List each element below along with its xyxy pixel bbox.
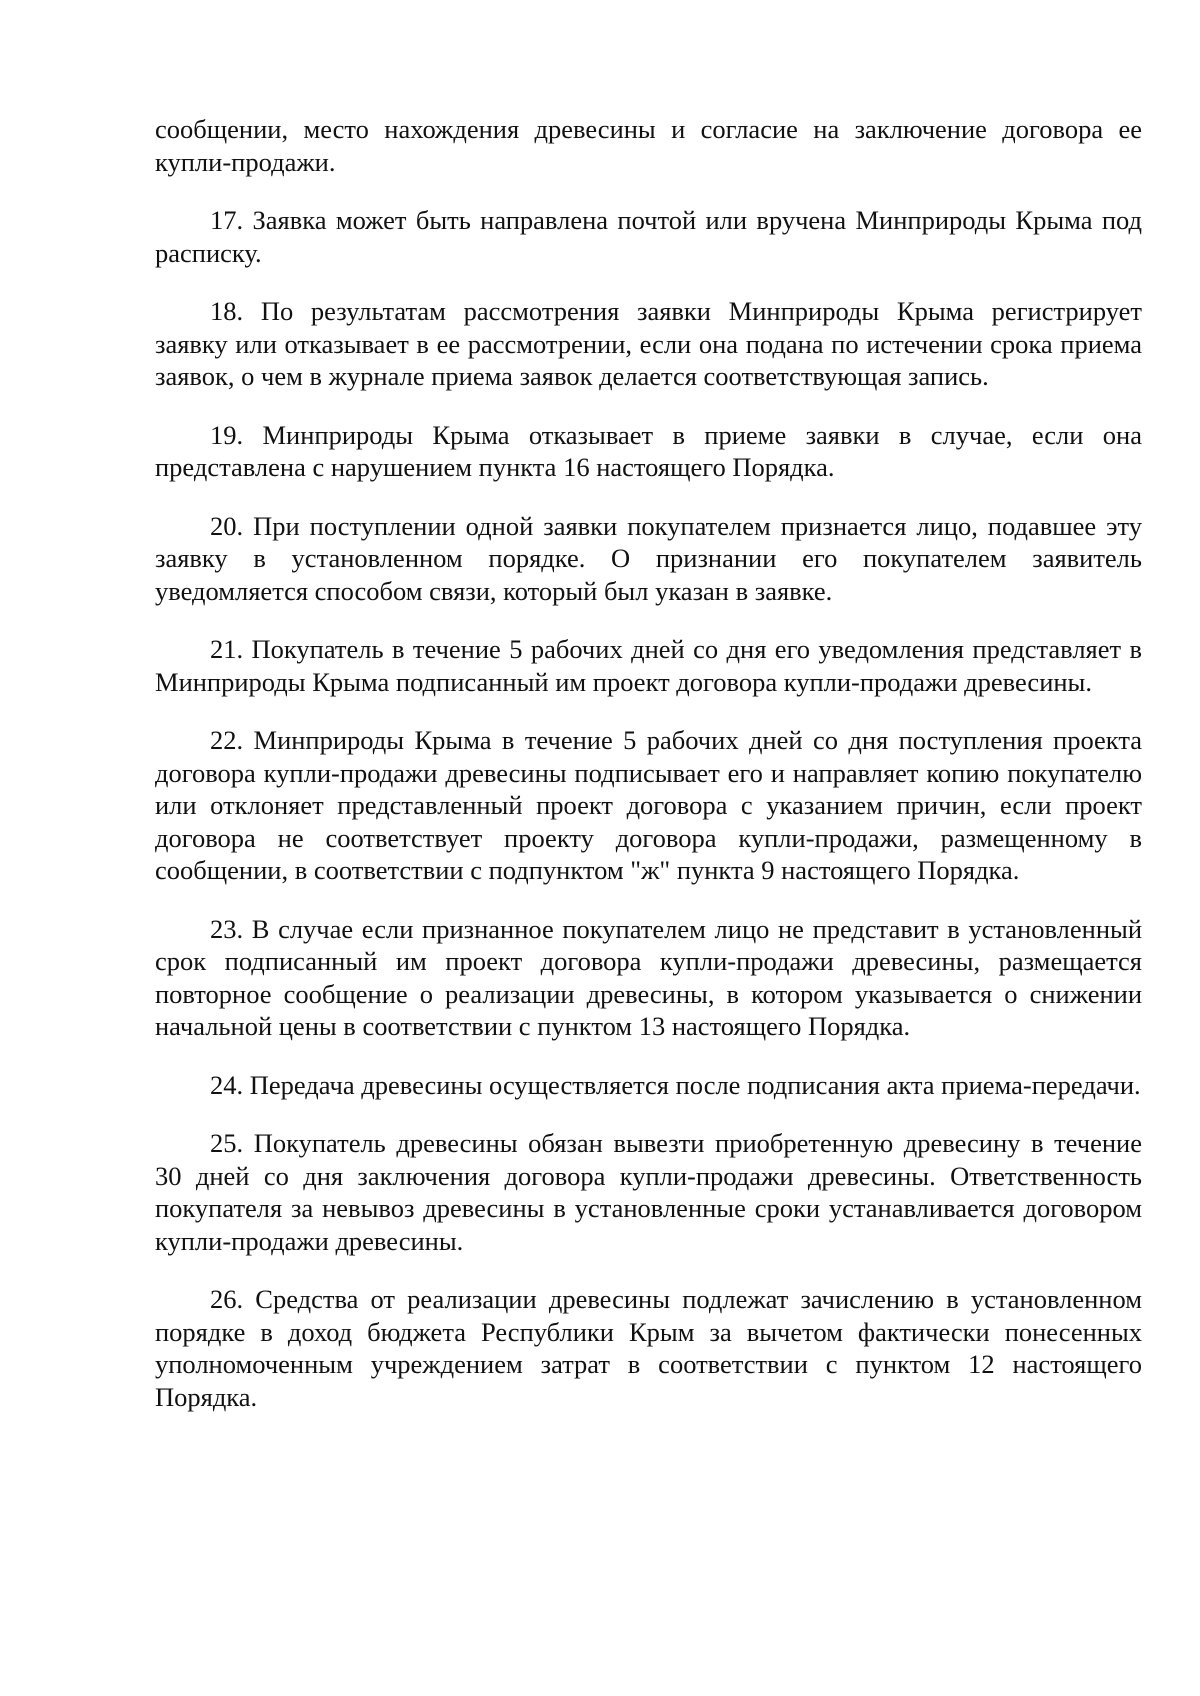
paragraph-19: 19. Минприроды Крыма отказывает в приеме заявки в случае, если она представлена с нарушением пункта 16 настоящего Порядка. <box>155 419 1142 482</box>
paragraph-22: 22. Минприроды Крыма в течение 5 рабочих дней со дня поступления проекта договора купли-продажи древесины подписывает его и направляет копию покупателю или отклоняет представленный проект договора с указанием причин, если проект договора не соответствует проекту договора купли-продажи, размещенному в сообщении, в соответствии с подпунктом "ж" пункта 9 настоящего Порядка. <box>155 725 1142 885</box>
paragraph-23: 23. В случае если признанное покупателем лицо не представит в установленный срок подписанный им проект договора купли-продажи древесины, размещается повторное сообщение о реализации древесины, в котором указывается о снижении начальной цены в соответствии с пунктом 13 настоящего Порядка. <box>155 913 1142 1041</box>
paragraph-20: 20. При поступлении одной заявки покупателем признается лицо, подавшее эту заявку в установленном порядке. О признании его покупателем заявитель уведомляется способом связи, который был указан в заявке. <box>155 510 1142 606</box>
paragraph-17: 17. Заявка может быть направлена почтой или вручена Минприроды Крыма под расписку. <box>155 205 1142 268</box>
paragraph-25: 25. Покупатель древесины обязан вывезти приобретенную древесину в течение 30 дней со дня заключения договора купли-продажи древесины. Ответственность покупателя за невывоз древесины в установленные сроки устанавливается договором купли-продажи древесины. <box>155 1128 1142 1256</box>
document-body <box>155 113 1142 1439</box>
paragraph-21: 21. Покупатель в течение 5 рабочих дней со дня его уведомления представляет в Минприроды Крыма подписанный им проект договора купли-продажи древесины. <box>155 634 1142 697</box>
paragraph-26: 26. Средства от реализации древесины подлежат зачислению в установленном порядке в доход бюджета Республики Крым за вычетом фактически понесенных уполномоченным учреждением затрат в соответствии с пунктом 12 настоящего Порядка. <box>155 1284 1142 1412</box>
paragraph-18: 18. По результатам рассмотрения заявки Минприроды Крыма регистрирует заявку или отказывает в ее рассмотрении, если она подана по истечении срока приема заявок, о чем в журнале приема заявок делается соответствующая запись. <box>155 296 1142 391</box>
paragraph-24: 24. Передача древесины осуществляется после подписания акта приема-передачи. <box>210 1069 1141 1100</box>
paragraph-continuation: сообщении, место нахождения древесины и согласие на заключение договора ее купли-продажи. <box>155 114 1142 177</box>
